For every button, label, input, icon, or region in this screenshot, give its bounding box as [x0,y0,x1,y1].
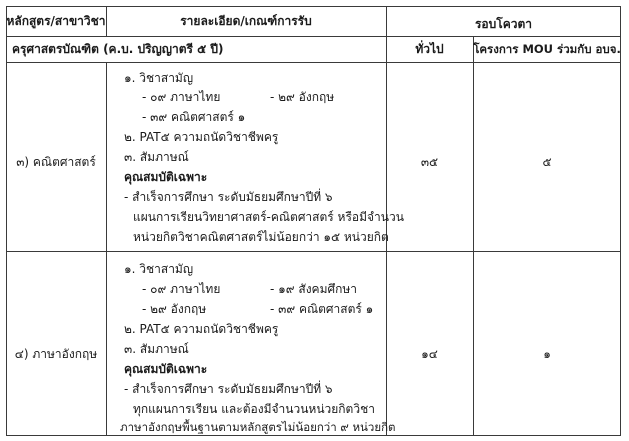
quota-mou-value: ๑ [543,347,551,361]
rule-row-split [6,251,621,252]
subheader-program: ครุศาสตรบัณฑิต (ค.บ. ปริญญาตรี ๕ ปี) [12,42,224,56]
detail-line: แผนการเรียนวิทยาศาสตร์-คณิตศาสตร์ หรือมีจำนวน [133,210,404,224]
border-right [620,6,621,436]
quota-general-value: ๑๔ [421,347,438,361]
detail-line: - ๐๙ ภาษาไทย [142,282,221,296]
row-program-english: ๔) ภาษาอังกฤษ [14,347,98,361]
detail-line: ๓. สัมภาษณ์ [124,150,189,164]
detail-line: ๑. วิชาสามัญ [124,71,194,85]
rule-header [6,36,621,37]
quota-mou-header: โครงการ MOU ร่วมกับ อบจ. [473,42,621,56]
border-bottom [6,435,621,436]
border-left [6,6,7,436]
detail-line: - ๓๙ คณิตศาสตร์ ๑ [142,110,246,124]
detail-line: - ๒๙ อังกฤษ [142,302,207,316]
col-divider-program-body [106,62,107,436]
detail-line: - ๒๙ อังกฤษ [270,90,335,104]
detail-line: ๒. PAT๕ ความถนัดวิชาชีพครู [124,130,279,144]
detail-line: - สำเร็จการศึกษา ระดับมัธยมศึกษาปีที่ ๖ [124,190,333,204]
col-divider-quota [473,36,474,436]
detail-line: ภาษาอังกฤษพื้นฐานตามหลักสูตรไม่น้อยกว่า ๙ หน่วยกิต [120,420,396,434]
detail-line: - ๑๙ สังคมศึกษา [270,282,358,296]
detail-line: - สำเร็จการศึกษา ระดับมัธยมศึกษาปีที่ ๖ [124,382,333,396]
row-program-math: ๓) คณิตศาสตร์ [16,155,96,169]
quota-general-header: ทั่วไป [415,42,444,56]
quota-general-value: ๓๕ [420,155,439,169]
detail-line: ๑. วิชาสามัญ [124,262,194,276]
detail-line: ๒. PAT๕ ความถนัดวิชาชีพครู [124,322,279,336]
detail-line: ๓. สัมภาษณ์ [124,342,189,356]
admission-table [6,6,621,436]
quota-mou-value: ๕ [542,155,552,169]
detail-line: - ๐๙ ภาษาไทย [142,90,221,104]
detail-line: ทุกแผนการเรียน และต้องมีจำนวนหน่วยกิตวิชา [133,402,375,416]
detail-line: - ๓๙ คณิตศาสตร์ ๑ [270,302,374,316]
rule-subheader [6,62,621,63]
detail-line: คุณสมบัติเฉพาะ [124,362,208,376]
header-quota: รอบโควตา [474,17,532,31]
header-details: รายละเอียด/เกณฑ์การรับ [180,14,312,28]
detail-line: คุณสมบัติเฉพาะ [124,170,208,184]
detail-line: หน่วยกิตวิชาคณิตศาสตร์ไม่น้อยกว่า ๑๕ หน่วยกิต [133,230,389,244]
header-program: หลักสูตร/สาขาวิชา [6,14,106,28]
border-top [6,6,621,7]
